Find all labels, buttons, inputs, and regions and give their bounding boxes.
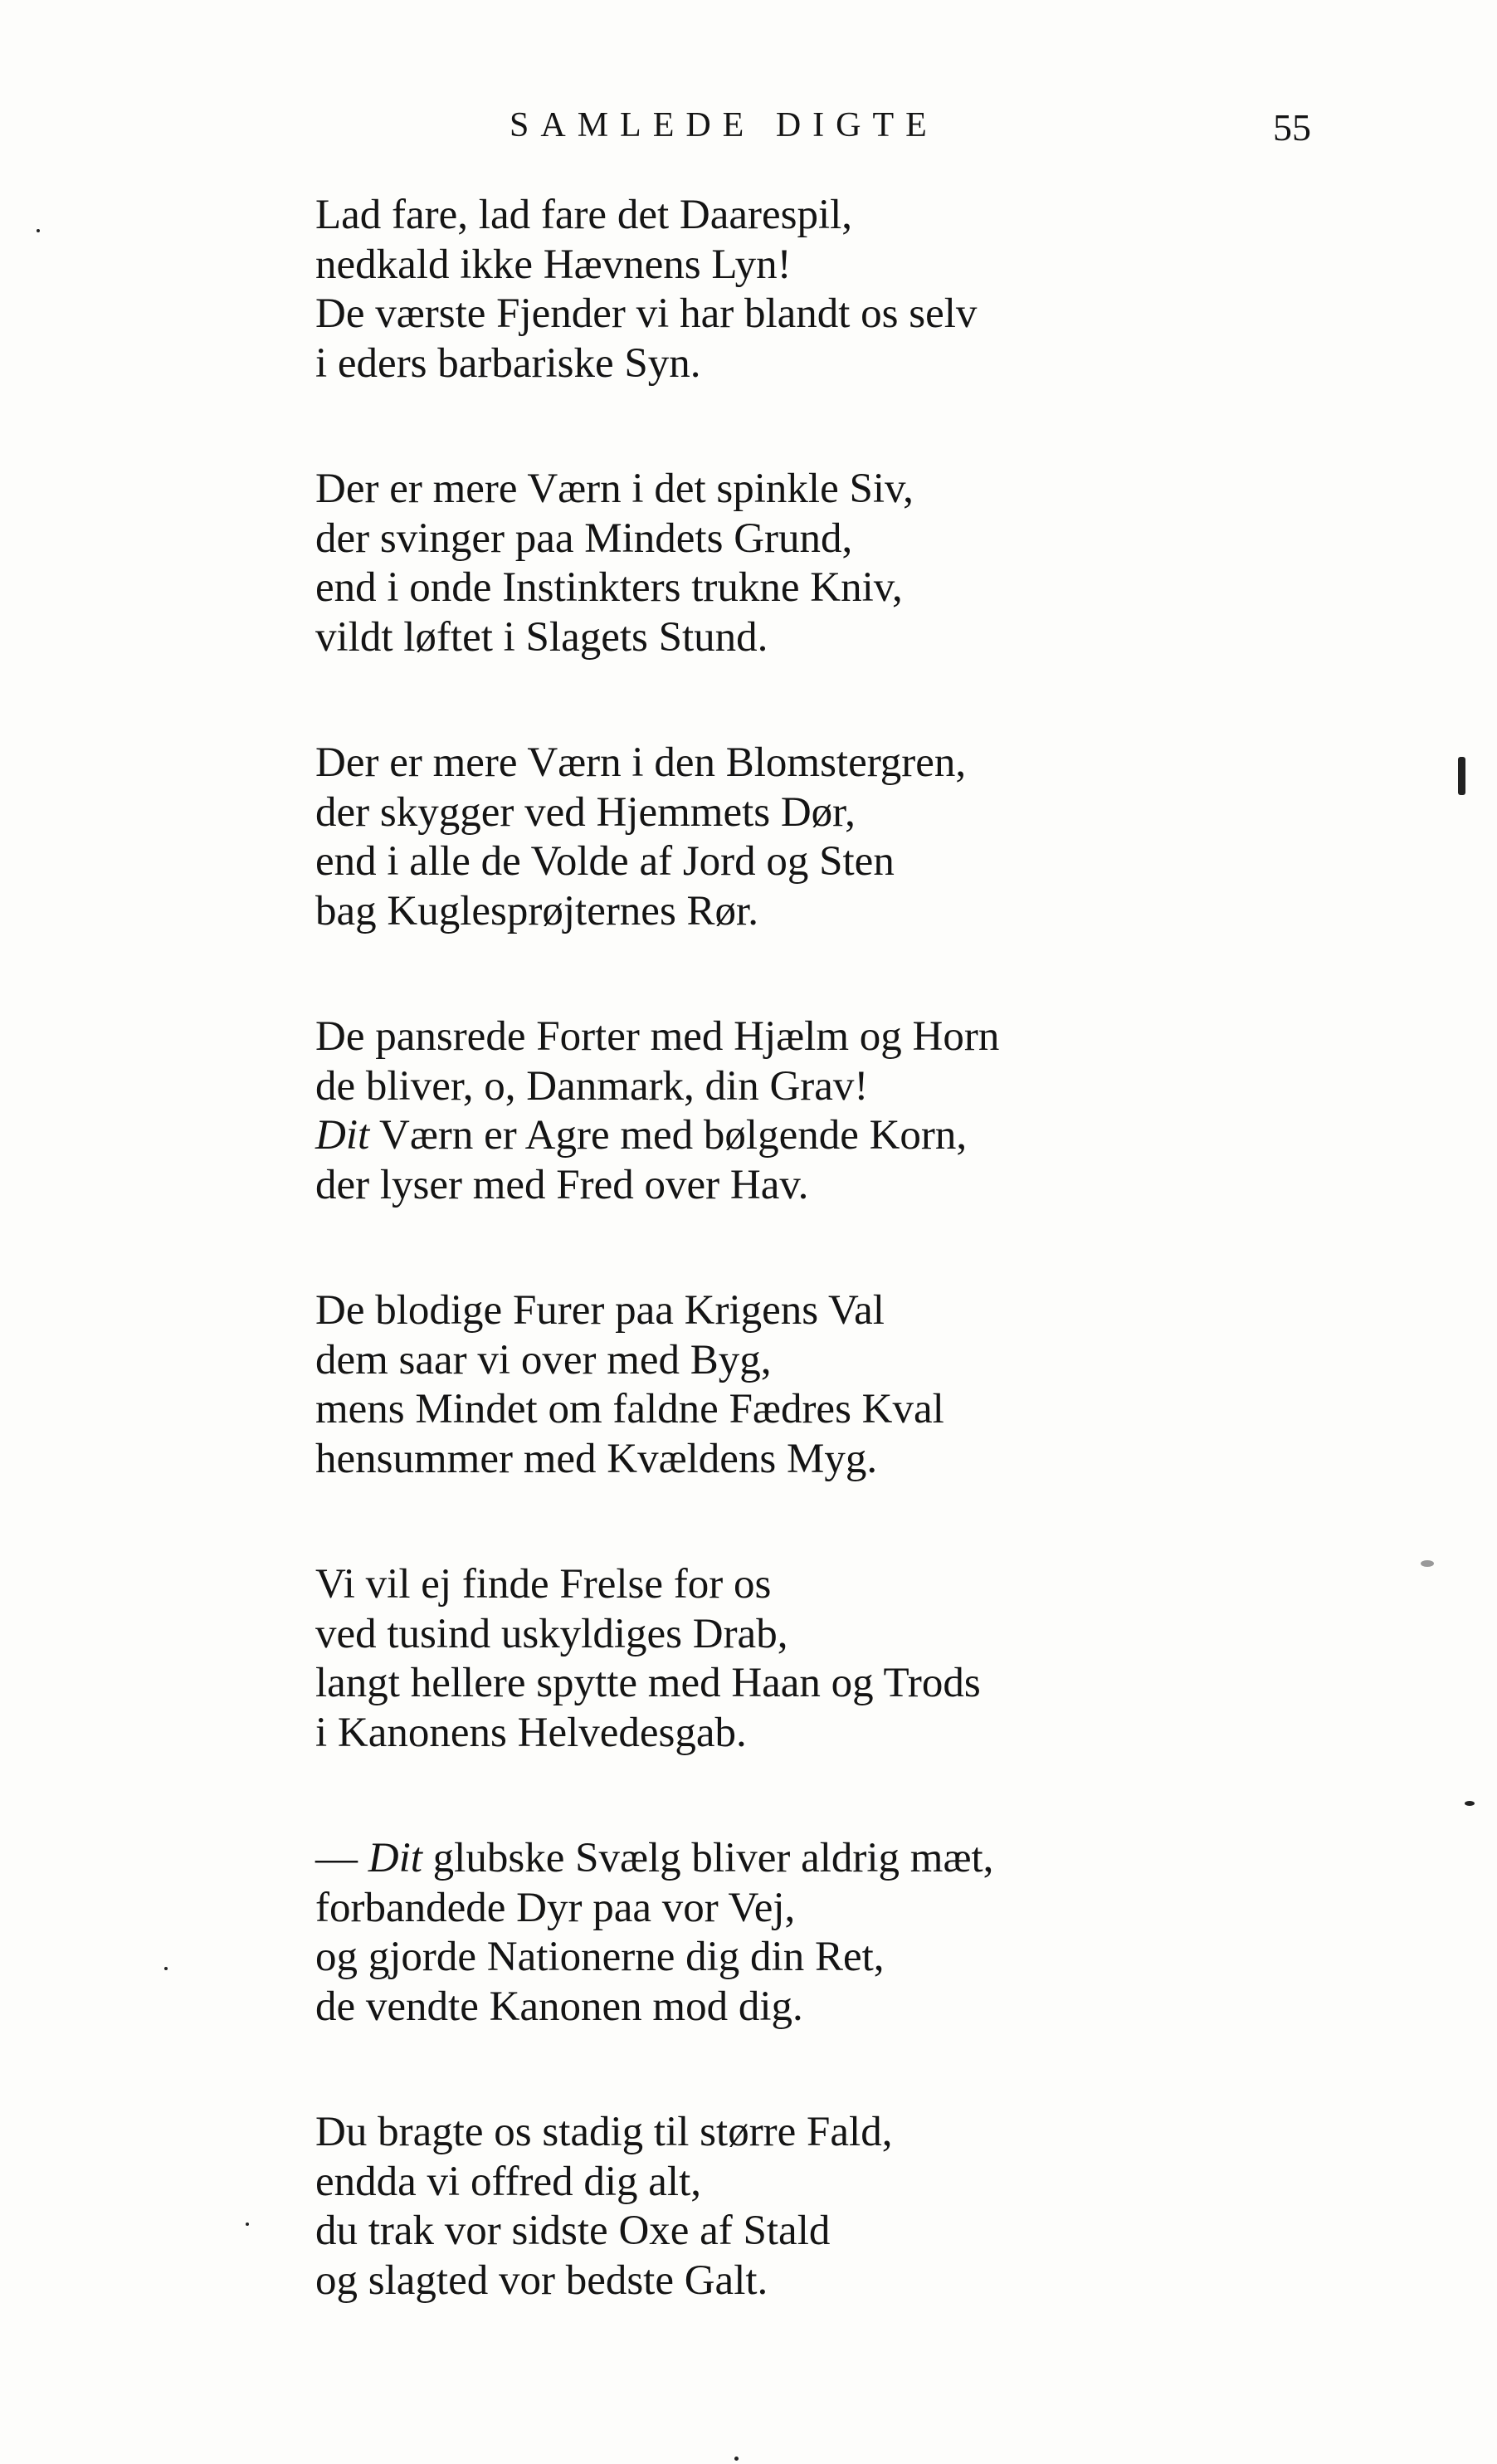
poem-line: der lyser med Fred over Hav.	[315, 1161, 809, 1208]
poem-line: i eders barbariske Syn.	[315, 339, 701, 387]
poem-line: Vi vil ej finde Frelse for os	[315, 1561, 772, 1608]
em-dash: —	[315, 1835, 358, 1881]
poem-line: ved tusind uskyldiges Drab,	[315, 1610, 788, 1657]
poem-line: og gjorde Nationerne dig din Ret,	[315, 1934, 885, 1980]
scan-speck	[734, 2457, 739, 2461]
poem-line: De værste Fjender vi har blandt os selv	[315, 290, 978, 337]
italic-word: Dit	[315, 1112, 370, 1159]
stanza-1	[315, 191, 977, 388]
page-number: 55	[1273, 106, 1311, 149]
poem-line: mens Mindet om faldne Fædres Kval	[315, 1386, 944, 1432]
poem-line: De blodige Furer paa Krigens Val	[315, 1287, 885, 1334]
poem-line	[315, 1834, 993, 1884]
poem-line: Der er mere Værn i det spinkle Siv,	[315, 466, 914, 512]
poem-line: endda vi offred dig alt,	[315, 2158, 702, 2205]
poem-line: bag Kuglesprøjternes Rør.	[315, 887, 758, 934]
stanza-7	[315, 1834, 993, 2032]
scan-speck	[1465, 1801, 1475, 1806]
poem-line: vildt løftet i Slagets Stund.	[315, 613, 768, 661]
line-text: glubske Svælg bliver aldrig mæt,	[432, 1835, 994, 1881]
poem-line: dem saar vi over med Byg,	[315, 1336, 772, 1383]
poem-line: de vendte Kanonen mod dig.	[315, 1983, 803, 2030]
poem-line: Lad fare, lad fare det Daarespil,	[315, 192, 853, 238]
poem-line: hensummer med Kvældens Myg.	[315, 1435, 878, 1482]
poem-line: og slagted vor bedste Galt.	[315, 2257, 768, 2304]
stanza-4	[315, 1012, 999, 1210]
stanza-8	[315, 2108, 892, 2305]
running-title: SAMLEDE DIGTE	[510, 106, 939, 144]
poem-line: De pansrede Forter med Hjælm og Horn	[315, 1013, 1000, 1060]
line-text: Værn er Agre med bølgende Korn,	[379, 1112, 968, 1159]
poem-line: Du bragte os stadig til større Fald,	[315, 2109, 893, 2155]
poem-line: langt hellere spytte med Haan og Trods	[315, 1660, 981, 1706]
poem-line: i Kanonens Helvedesgab.	[315, 1709, 747, 1756]
scan-speck	[37, 229, 40, 232]
stanza-5	[315, 1286, 944, 1484]
poem-line: end i alle de Volde af Jord og Sten	[315, 838, 895, 885]
poem-line: de bliver, o, Danmark, din Grav!	[315, 1062, 869, 1110]
poem-line: der svinger paa Mindets Grund,	[315, 515, 853, 562]
poem-line: Der er mere Værn i den Blomstergren,	[315, 739, 967, 786]
poem-line: nedkald ikke Hævnens Lyn!	[315, 241, 792, 288]
stanza-3	[315, 739, 966, 936]
stanza-2	[315, 465, 914, 662]
scan-mark	[1458, 757, 1465, 795]
poem-line: forbandede Dyr paa vor Vej,	[315, 1884, 796, 1931]
poem-line: du trak vor sidste Oxe af Stald	[315, 2208, 831, 2254]
stanza-6	[315, 1560, 981, 1758]
poem-line: der skygger ved Hjemmets Dør,	[315, 788, 856, 836]
scan-speck	[164, 1967, 168, 1970]
scan-speck	[246, 2222, 249, 2226]
poem-line	[315, 1111, 999, 1161]
poem-line: end i onde Instinkters trukne Kniv,	[315, 564, 903, 611]
scan-speck	[1421, 1560, 1434, 1567]
italic-word: Dit	[368, 1835, 422, 1881]
